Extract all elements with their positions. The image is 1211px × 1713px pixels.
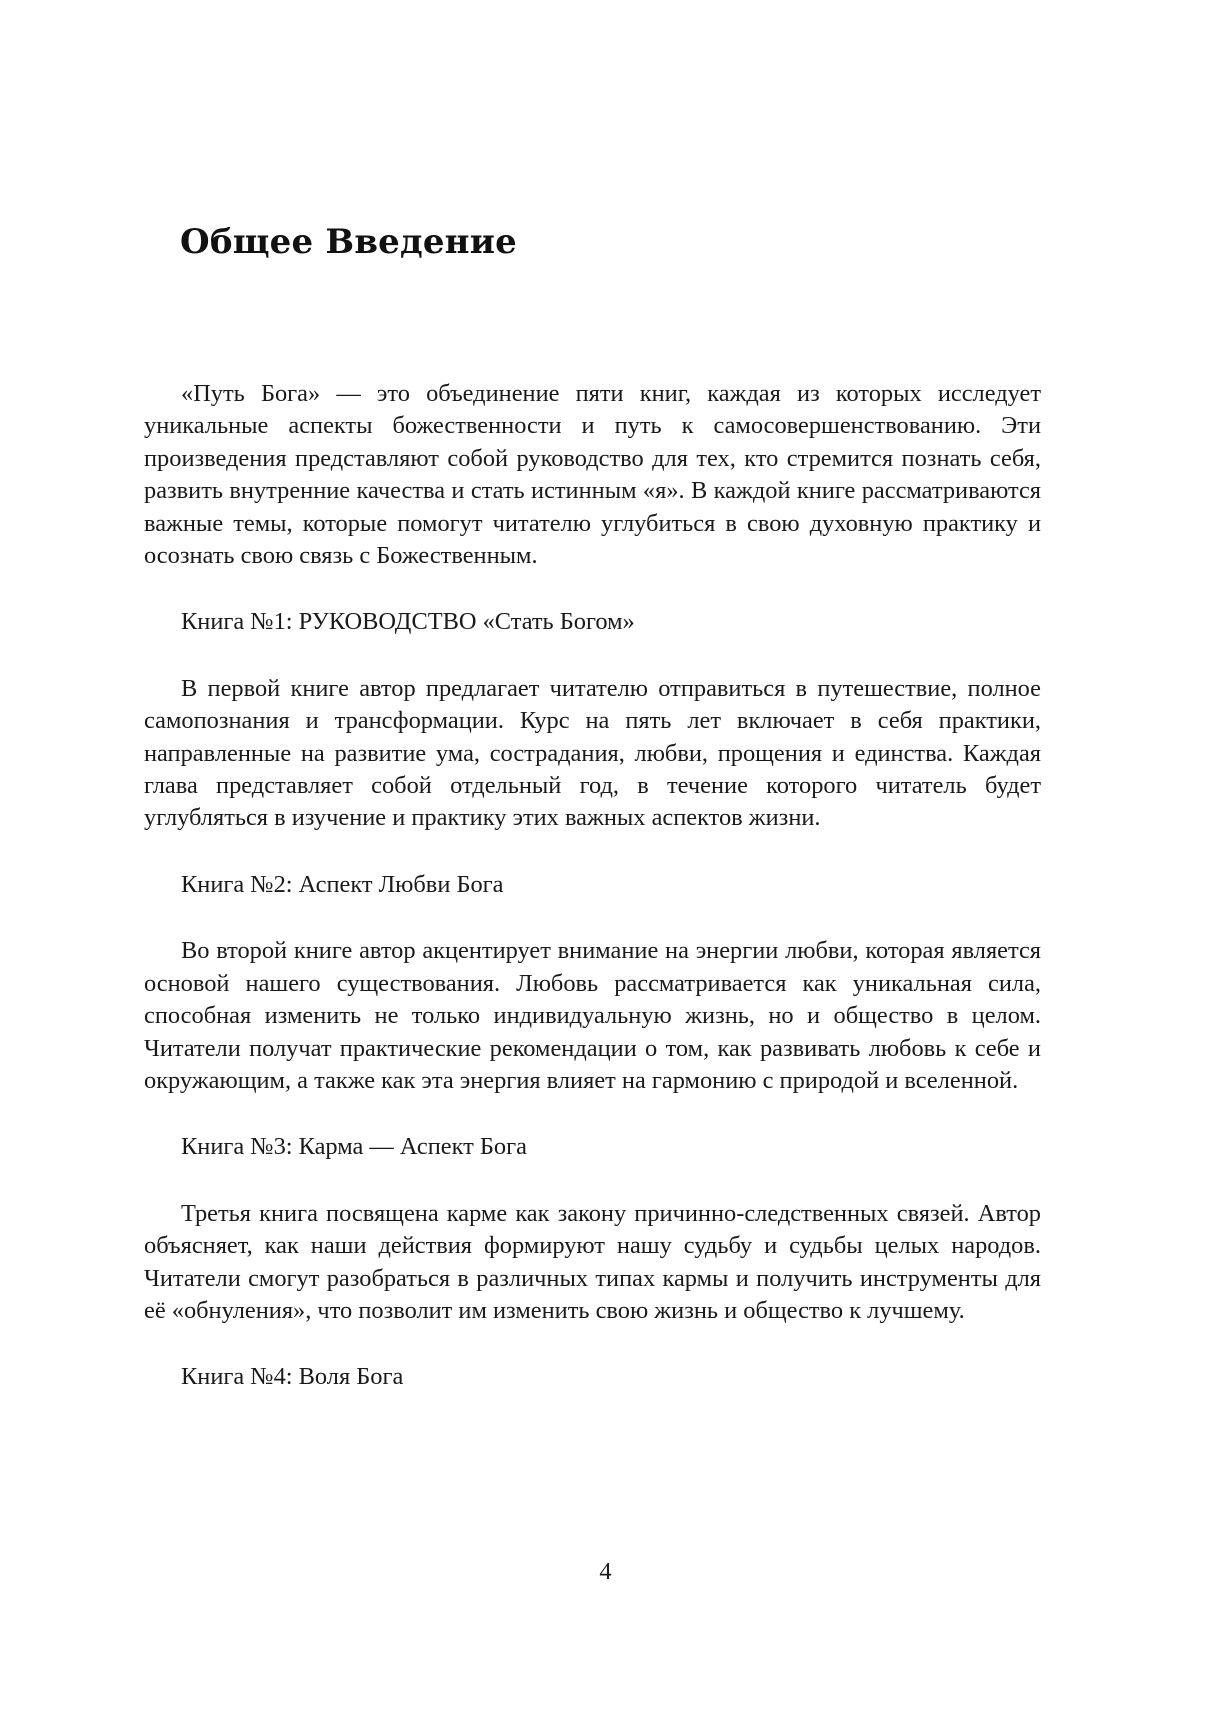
book-1-title: Книга №1: РУКОВОДСТВО «Стать Богом» [181,608,635,636]
book-3-title: Книга №3: Карма — Аспект Бога [181,1133,527,1161]
intro-paragraph: «Путь Бога» — это объединение пяти книг, каждая из которых исследует уникальные аспекты божественности и путь к самосовершенствованию. Эти произведения представляют собой руководство для тех, кто стремится познать себя, развить внутренние качества и стать истинным «я». В каждой книге рассматриваются важные темы, которые помогут читателю углубиться в свою духовную практику и осознать свою связь с Божественным. [144,380,1041,570]
body-text [144,378,1041,1394]
book-3-description: Третья книга посвящена карме как закону причинно-следственных связей. Автор объясняет, как наши действия формируют нашу судьбу и судьбы целых народов. Читатели смогут разобраться в различных типах кармы и получить инструменты для её «обнуления», что позволит им изменить свою жизнь и общество к лучшему. [144,1199,1041,1324]
page-number: 4 [599,1558,612,1585]
book-4-title: Книга №4: Воля Бога [181,1363,404,1391]
book-1-description: В первой книге автор предлагает читателю отправиться в путешествие, полное самопознания и трансформации. Курс на пять лет включает в себя практики, направленные на развитие ума, сострадания, любви, прощения и единства. Каждая глава представляет собой отдельный год, в течение которого читатель будет углубляться в изучение и практику этих важных аспектов жизни. [144,674,1041,832]
book-2-description: Во второй книге автор акцентирует внимание на энергии любви, которая является основой нашего существования. Любовь рассматривается как уникальная сила, способная изменить не только индивидуальную жизнь, но и общество в целом. Читатели получат практические рекомендации о том, как развивать любовь к себе и окружающим, а также как эта энергия влияет на гармонию с природой и вселенной. [144,937,1041,1094]
book-2-title: Книга №2: Аспект Любви Бога [181,870,504,898]
page-title: Общее Введение [180,222,518,262]
